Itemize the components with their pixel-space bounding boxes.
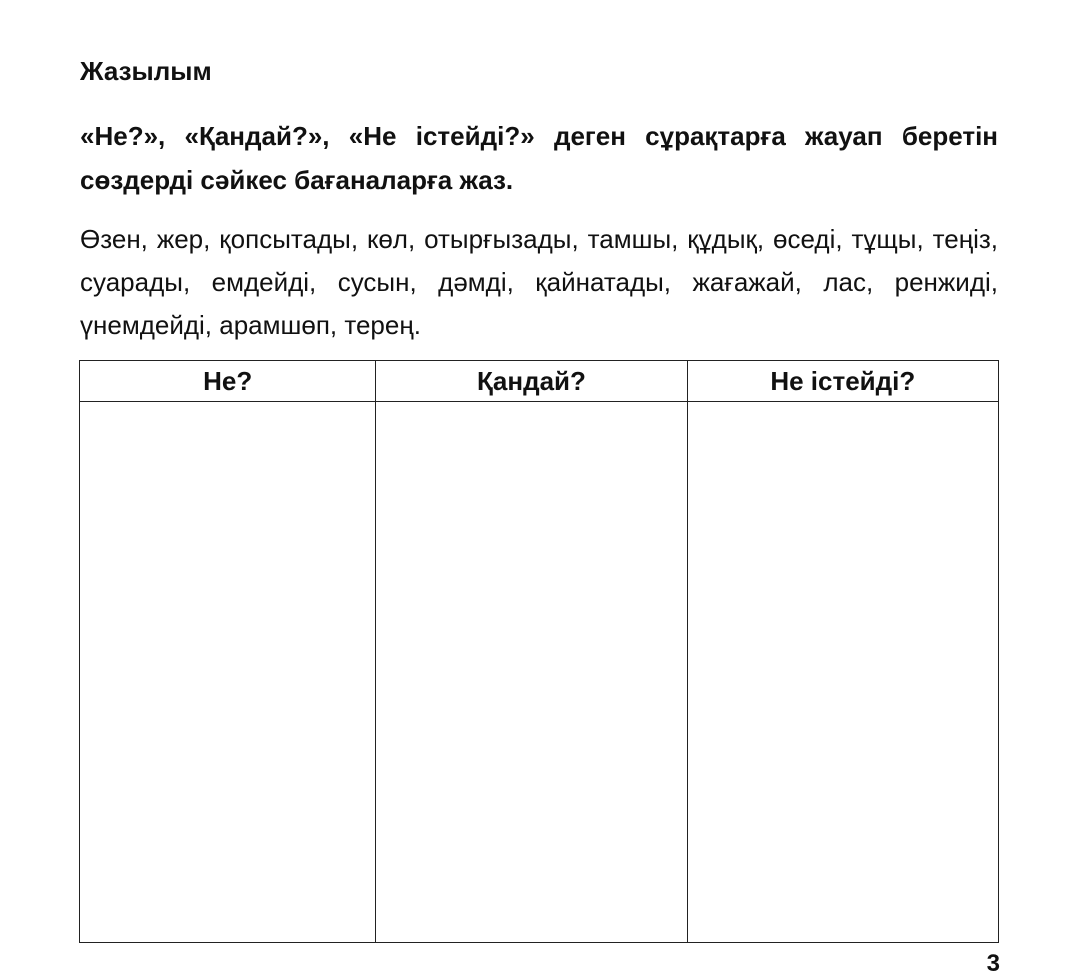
table-answer-row [80,402,999,943]
answer-cell-what[interactable] [80,402,376,943]
page-number: 3 [986,950,1000,977]
answer-table [79,360,999,943]
column-header-which: Қандай? [376,361,687,402]
answer-cell-does-what[interactable] [687,402,998,943]
column-header-does-what: Не істейді? [687,361,998,402]
answer-cell-which[interactable] [376,402,687,943]
table-header-row [80,361,999,402]
column-header-what: Не? [80,361,376,402]
word-list: Өзен, жер, қопсытады, көл, отырғызады, тамшы, құдық, өседі, тұщы, теңіз, суарады, емдейді, сусын, дәмді, қайнатады, жағажай, лас, ренжиді, үнемдейді, арамшөп, терең. [80,224,998,340]
section-title: Жазылым [80,56,212,86]
task-instruction: «Не?», «Қандай?», «Не істейді?» деген сұрақтарға жауап беретін сөздерді сәйкес бағаналарға жаз. [80,121,998,195]
